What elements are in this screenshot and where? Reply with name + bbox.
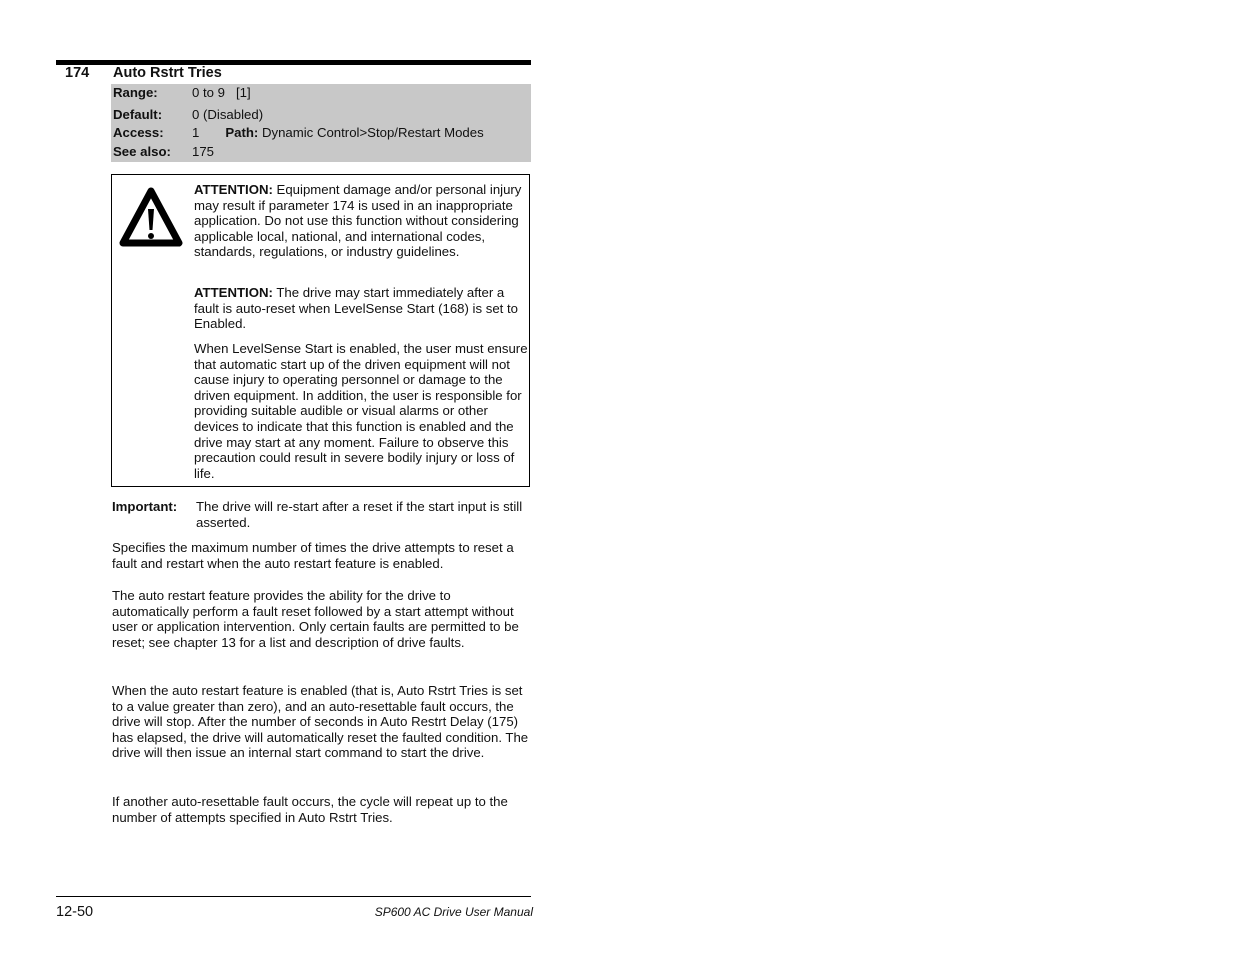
page-number: 12-50: [56, 904, 94, 920]
footer-rule: [56, 896, 531, 897]
body-paragraph-1: Specifies the maximum number of times the drive attempts to reset a fault and restart when the auto restart feature is enabled.: [112, 540, 514, 571]
parameter-name: Auto Rstrt Tries: [113, 65, 222, 81]
access-value: 1: [192, 125, 200, 140]
manual-title: SP600 AC Drive User Manual: [374, 905, 533, 919]
warning-triangle-icon: [117, 184, 185, 250]
parameter-info-box: [111, 84, 531, 162]
seealso-label: See also:: [113, 144, 171, 159]
access-label: Access:: [113, 125, 164, 140]
range-value: 0 to 9 [1]: [192, 85, 251, 100]
attention-label-1: ATTENTION:: [194, 182, 273, 197]
path-label: Path:: [225, 125, 259, 140]
seealso-row: [113, 144, 529, 162]
body-paragraph-4: If another auto-resettable fault occurs, the cycle will repeat up to the number of attempts specified in Auto Rstrt Tries.: [112, 794, 508, 825]
attention-paragraph-2: [194, 285, 529, 332]
default-row: [113, 107, 529, 125]
parameter-number: 174: [65, 65, 90, 81]
attention-paragraph-3: When LevelSense Start is enabled, the user must ensure that automatic start up of the driven equipment will not cause injury to operating personnel or damage to the driven equipment. In addition, the user is responsible for providing suitable audible or visual alarms or other devices to indicate that this function is enabled and the drive may start at any moment. Failure to observe this precaution could result in severe bodily injury or loss of life.: [194, 341, 528, 481]
important-label: Important:: [112, 499, 178, 514]
body-paragraph-2: The auto restart feature provides the ability for the drive to automatically perform a fault reset followed by a start attempt without user or application intervention. Only certain faults are permitted to be reset; see chapter 13 for a list and description of drive faults.: [112, 588, 519, 650]
default-value: 0 (Disabled): [192, 107, 264, 122]
important-text: The drive will re-start after a reset if the start input is still asserted.: [196, 499, 523, 530]
range-row: [113, 85, 529, 103]
attention-text-2: The drive may start immediately after a fault is auto-reset when LevelSense Start (168) is set to Enabled.: [194, 285, 518, 332]
attention-label-2: ATTENTION:: [194, 285, 273, 300]
attention-paragraph-1: [194, 182, 529, 260]
body-paragraph-3: When the auto restart feature is enabled (that is, Auto Rstrt Tries is set to a value greater than zero), and an auto-resettable fault occurs, the drive will stop. After the number of seconds in Auto Restrt Delay (175) has elapsed, the drive will automatically reset the faulted condition. The drive will then issue an internal start command to start the drive.: [112, 683, 529, 761]
path-value: Dynamic Control>Stop/Restart Modes: [261, 125, 484, 140]
attention-box: [111, 174, 530, 487]
attention-text-1: Equipment damage and/or personal injury may result if parameter 174 is used in an inappropriate application. Do not use this function without considering applicable local, national, and international codes, standards, regulations, or industry guidelines.: [194, 182, 522, 260]
access-path-line: [192, 125, 484, 141]
access-row: [113, 125, 529, 143]
default-label: Default:: [113, 107, 163, 122]
range-label: Range:: [113, 85, 158, 100]
seealso-value: 175: [192, 144, 215, 159]
